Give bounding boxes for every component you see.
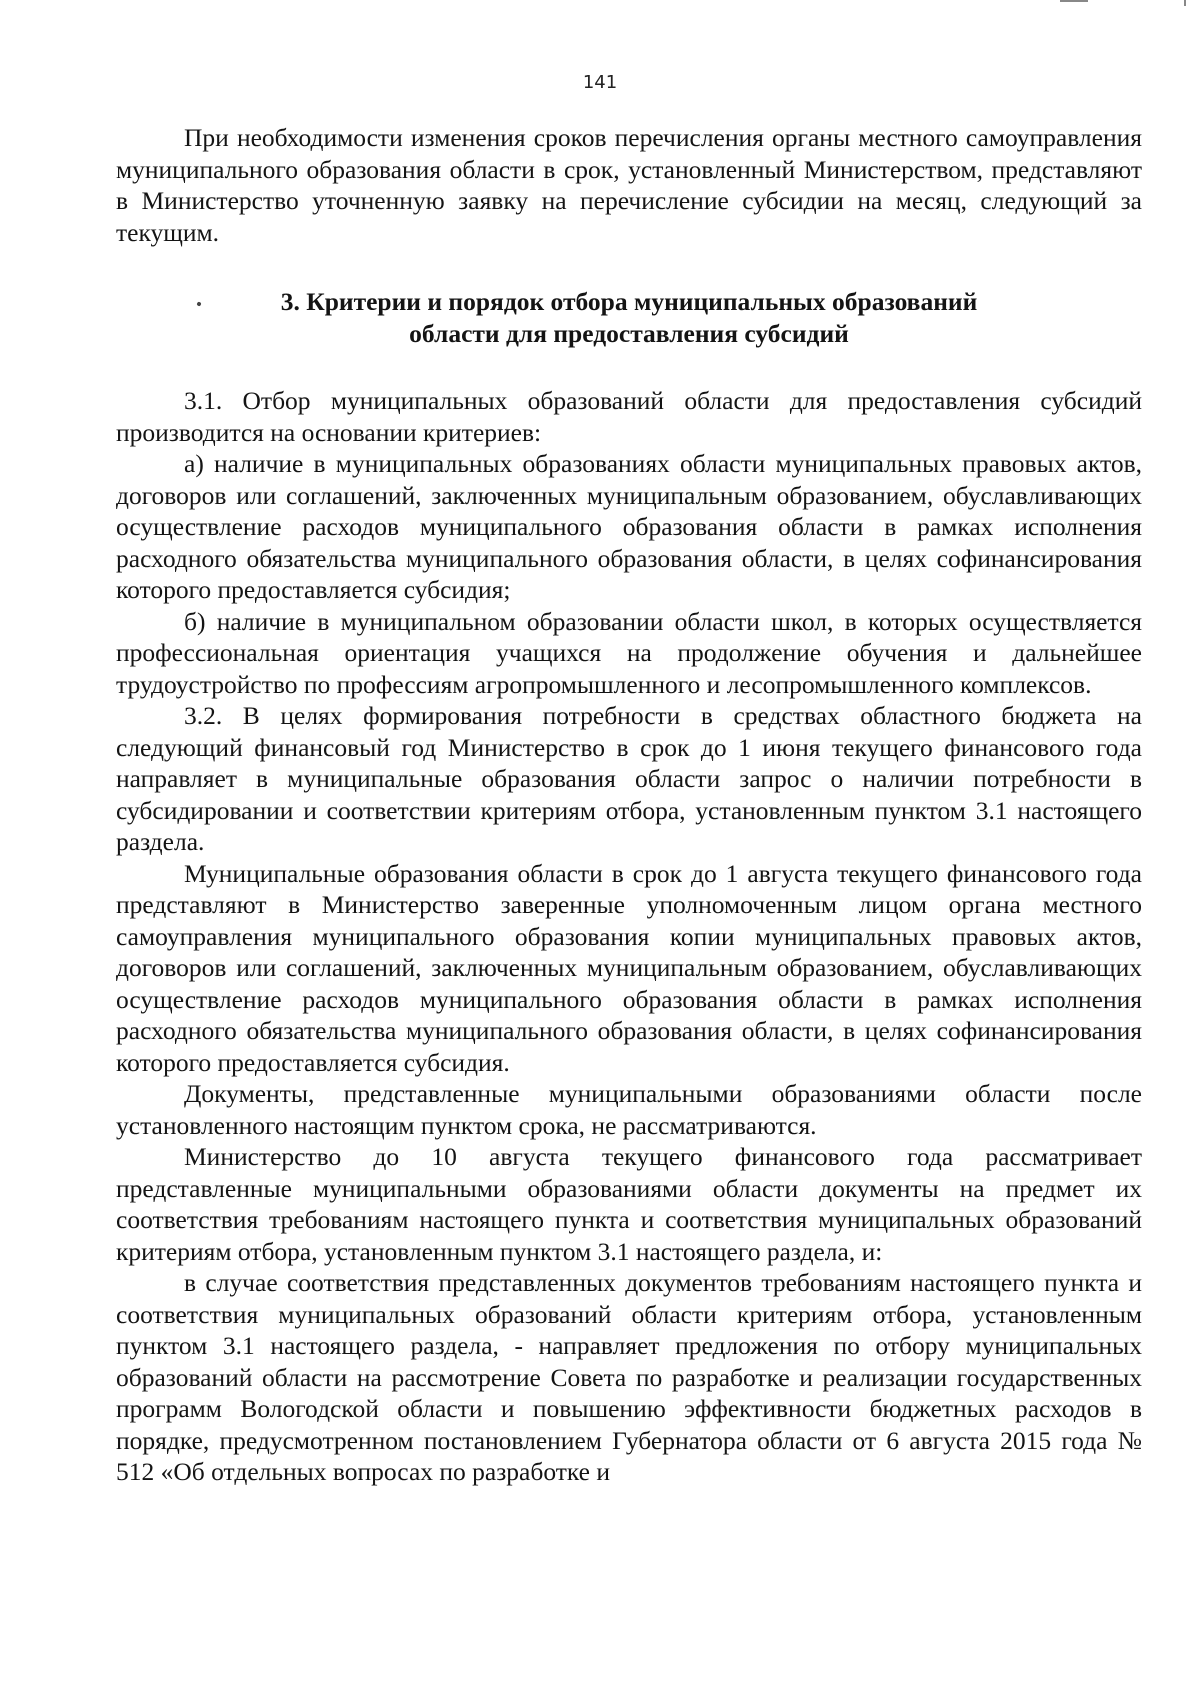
section-heading-line-2: области для предоставления субсидий [409,318,849,348]
document-body [116,122,1142,1488]
paragraph-3-2: 3.2. В целях формирования потребности в средствах областного бюджета на следующий финансовый год Министерство в срок до 1 июня текущего финансового года направляет в муниципальные образования области запрос о наличии потребности в субсидировании и соответствии критериям отбора, установленным пунктом 3.1 настоящего раздела. [116,701,1142,856]
paragraph-3-1: 3.1. Отбор муниципальных образований области для предоставления субсидий производится на основании критериев: [116,386,1142,447]
scan-edge-mark [1060,0,1088,2]
paragraph-criterion-a: а) наличие в муниципальных образованиях области муниципальных правовых актов, договоров или соглашений, заключенных муниципальным образованием, обуславливающих осуществление расходов муниципального образования области в рамках исполнения расходного обязательства муниципального образования области, в целях софинансирования которого предоставляется субсидия; [116,449,1142,604]
scan-edge-mark [1184,0,1186,6]
section-heading-line-1: 3. Критерии и порядок отбора муниципальных образований [280,287,978,316]
paragraph-municipal-deadline: Муниципальные образования области в срок до 1 августа текущего финансового года представляют в Министерство заверенные уполномоченным лицом органа местного самоуправления муниципального образования копии муниципальных правовых актов, договоров или соглашений, заключенных муниципальным образованием, обуславливающих осуществление расходов муниципального образования области в рамках исполнения расходного обязательства муниципального образования области, в целях софинансирования которого предоставляется субсидия. [116,858,1142,1077]
paragraph-late-documents: Документы, представленные муниципальными образованиями области после установленного настоящим пунктом срока, не рассматриваются. [116,1079,1142,1140]
page-number: 141 [582,72,618,93]
section-heading [116,286,1142,349]
intro-paragraph: При необходимости изменения сроков перечисления органы местного самоуправления муниципального образования области в срок, установленный Министерством, представляют в Министерство уточненную заявку на перечисление субсидии на месяц, следующий за текущим. [116,123,1142,247]
paragraph-criterion-b: б) наличие в муниципальном образовании области школ, в которых осуществляется профессиональная ориентация учащихся на продолжение обучения и дальнейшее трудоустройство по профессиям агропромышленного и лесопромышленного комплексов. [116,606,1142,699]
paragraph-compliance-case: в случае соответствия представленных документов требованиям настоящего пункта и соответствия муниципальных образований области критериям отбора, установленным пунктом 3.1 настоящего раздела, - направляет предложения по отбору муниципальных образований области на рассмотрение Совета по разработке и реализации государственных программ Вологодской области и повышению эффективности бюджетных расходов в порядке, предусмотренном постановлением Губернатора области от 6 августа 2015 года № 512 «Об отдельных вопросах по разработке и [116,1268,1142,1486]
paragraph-ministry-review: Министерство до 10 августа текущего финансового года рассматривает представленные муниципальными образованиями области документы на предмет их соответствия требованиям настоящего пункта и соответствия муниципальных образований критериям отбора, установленным пунктом 3.1 настоящего раздела, и: [116,1142,1142,1266]
